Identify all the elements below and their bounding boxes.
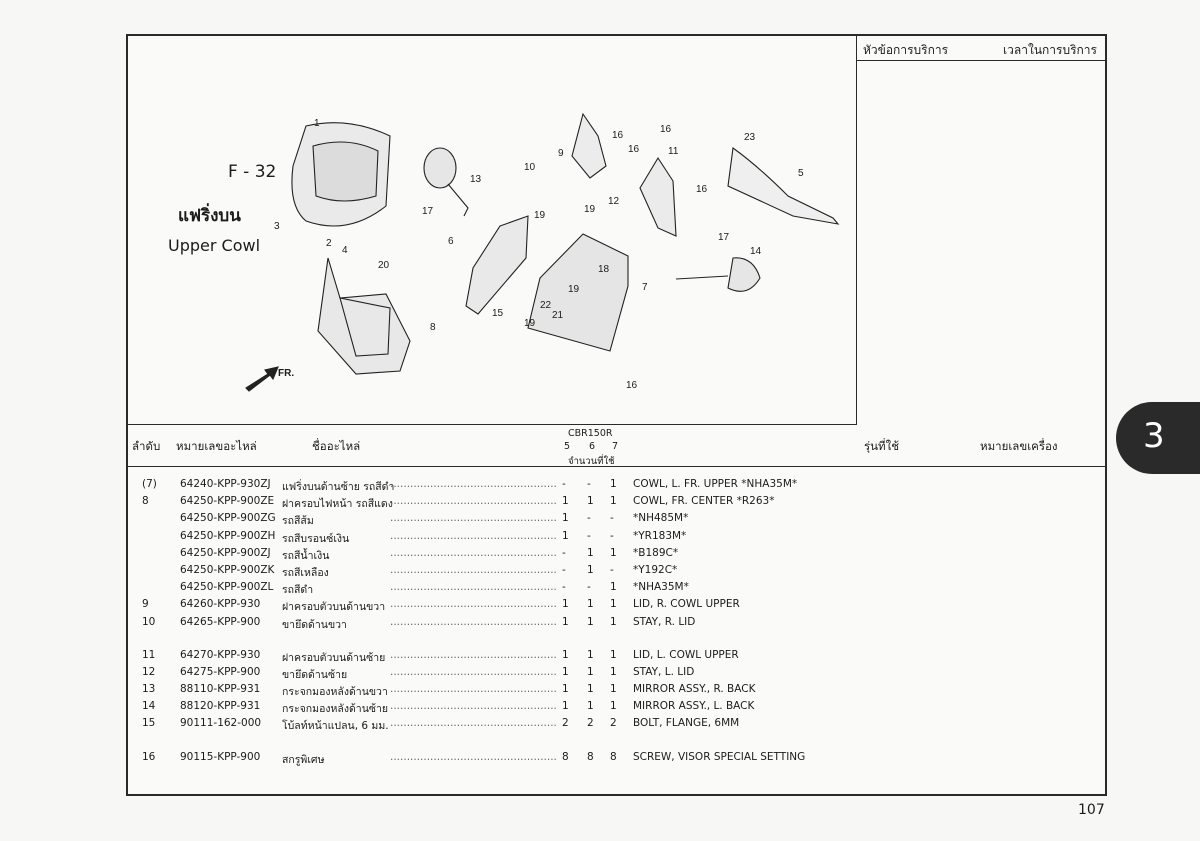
callout-23: 23 [744,132,756,143]
callout-17a: 17 [422,206,434,217]
callout-15: 15 [492,308,504,319]
front-arrow-icon [246,367,278,391]
table-row: 13 88110-KPP-931 กระจกมองหลังด้านขวา .................................................. 1 1 1 MIRROR ASSY., R. BACK [142,683,756,699]
page-number: 107 [1078,802,1105,818]
callout-16e: 16 [626,380,638,391]
table-row: 10 64265-KPP-900 ขายึดด้านขวา .................................................. 1 1 1 STAY, R. LID [142,615,696,631]
callout-1: 1 [314,118,320,129]
callout-5: 5 [798,168,804,179]
front-arrow-label: FR. [278,368,295,379]
table-row: 64250-KPP-900ZK รถสีเหลือง .................................................. - 1 - *Y192C* [180,563,678,579]
table-row: 64250-KPP-900ZH รถสีบรอนซ์เงิน .................................................. 1 - - *YR183M* [180,529,687,545]
mirror-left-part [728,258,760,292]
callout-12: 12 [608,196,620,207]
callout-19a: 19 [534,210,546,221]
callout-22: 22 [540,300,552,311]
table-row: 64250-KPP-900ZL รถสีดำ .................................................. - - 1 *NHA35M* [180,581,689,597]
callout-16c: 16 [628,144,640,155]
table-row: (7) 64240-KPP-930ZJ แฟริ่งบนด้านซ้าย รถสีดำ .................................................. - - 1 COWL, L. FR. UPPER *NHA35M* [142,478,798,493]
col-models-header: รุ่นที่ใช้ [864,439,900,453]
callout-20: 20 [378,260,390,271]
parts-table-header [128,426,1107,467]
section-tab [1116,402,1200,474]
callout-2: 2 [326,238,332,249]
callout-4: 4 [342,245,348,256]
cowl-left-upper-part [466,216,528,314]
col-name-header: ชื่ออะไหล่ [312,439,361,453]
table-row: 12 64275-KPP-900 ขายึดด้านซ้าย .................................................. 1 1 1 STAY, L. LID [142,665,695,681]
table-row: 64250-KPP-900ZG รถสีส้ม .................................................. 1 - - *NH485M* [180,512,689,528]
lid-left-part [640,158,676,236]
service-time-header: เวลาในการบริการ [1003,43,1097,57]
callout-16a: 16 [612,130,624,141]
table-row: 64250-KPP-900ZJ รถสีน้ำเงิน .................................................. - 1 1 *B189C* [180,546,679,562]
callout-19c: 19 [568,284,580,295]
callout-18: 18 [598,264,610,275]
exploded-view-drawing [128,36,856,424]
figure-title-en: Upper Cowl [168,236,261,255]
catalog-page-frame [126,34,1107,796]
table-row: 11 64270-KPP-930 ฝาครอบตัวบนด้านซ้าย .................................................. 1 1 1 LID, L. COWL UPPER [142,648,739,664]
lid-right-part [572,114,606,178]
callout-13: 13 [470,174,482,185]
col-engine-header: หมายเลขเครื่อง [980,439,1058,453]
callout-19b: 19 [584,204,596,215]
qty-header: จำนวนที่ใช้ [568,456,615,467]
callout-6: 6 [448,236,454,247]
figure-code: F - 32 [228,162,277,182]
callout-16b: 16 [660,124,672,135]
callout-21: 21 [552,310,564,321]
callout-8: 8 [430,322,436,333]
model-name: CBR150R [568,428,613,439]
model-year-5: 5 [564,441,571,452]
col-ref-header: ลำดับ [132,439,161,453]
parts-diagram [128,36,857,425]
parts-table-body [128,476,1107,766]
callout-19d: 19 [524,318,536,329]
callout-16d: 16 [696,184,708,195]
callout-7: 7 [642,282,648,293]
callout-9: 9 [558,148,564,159]
callout-17b: 17 [718,232,730,243]
table-row: 16 90115-KPP-900 สกรูพิเศษ .................................................. 8 8 8 SCREW, VISOR SPECIAL SETTING [142,750,806,766]
stay-part [728,148,838,224]
mirror-right-part [424,148,456,188]
col-partno-header: หมายเลขอะไหล่ [176,439,257,453]
callout-10: 10 [524,162,536,173]
table-row: 15 90111-162-000 โบ้ลท์หน้าแปลน, 6 มม. .................................................. 2 2 2 BOLT, FLANGE, 6MM [142,717,740,733]
table-row: 9 64260-KPP-930 ฝาครอบตัวบนด้านขวา .................................................. 1 1 1 LID, R. COWL UPPER [142,598,740,614]
callout-3: 3 [274,221,280,232]
model-year-6: 6 [589,441,596,452]
service-topic-header: หัวข้อการบริการ [863,43,949,57]
callout-14: 14 [750,246,762,257]
table-row: 8 64250-KPP-900ZE ฝาครอบไฟหน้า รถสีแดง .................................................. 1 1 1 COWL, FR. CENTER *R263* [142,495,775,511]
model-year-7: 7 [612,441,619,452]
service-header [857,36,1107,61]
callout-11: 11 [668,146,679,157]
table-row: 14 88120-KPP-931 กระจกมองหลังด้านซ้าย .................................................. 1 1 1 MIRROR ASSY., L. BACK [142,700,755,716]
figure-title-th: แฟริ่งบน [178,206,241,226]
center-cowl-part [318,258,410,374]
section-tab-number: 3 [1143,416,1165,456]
